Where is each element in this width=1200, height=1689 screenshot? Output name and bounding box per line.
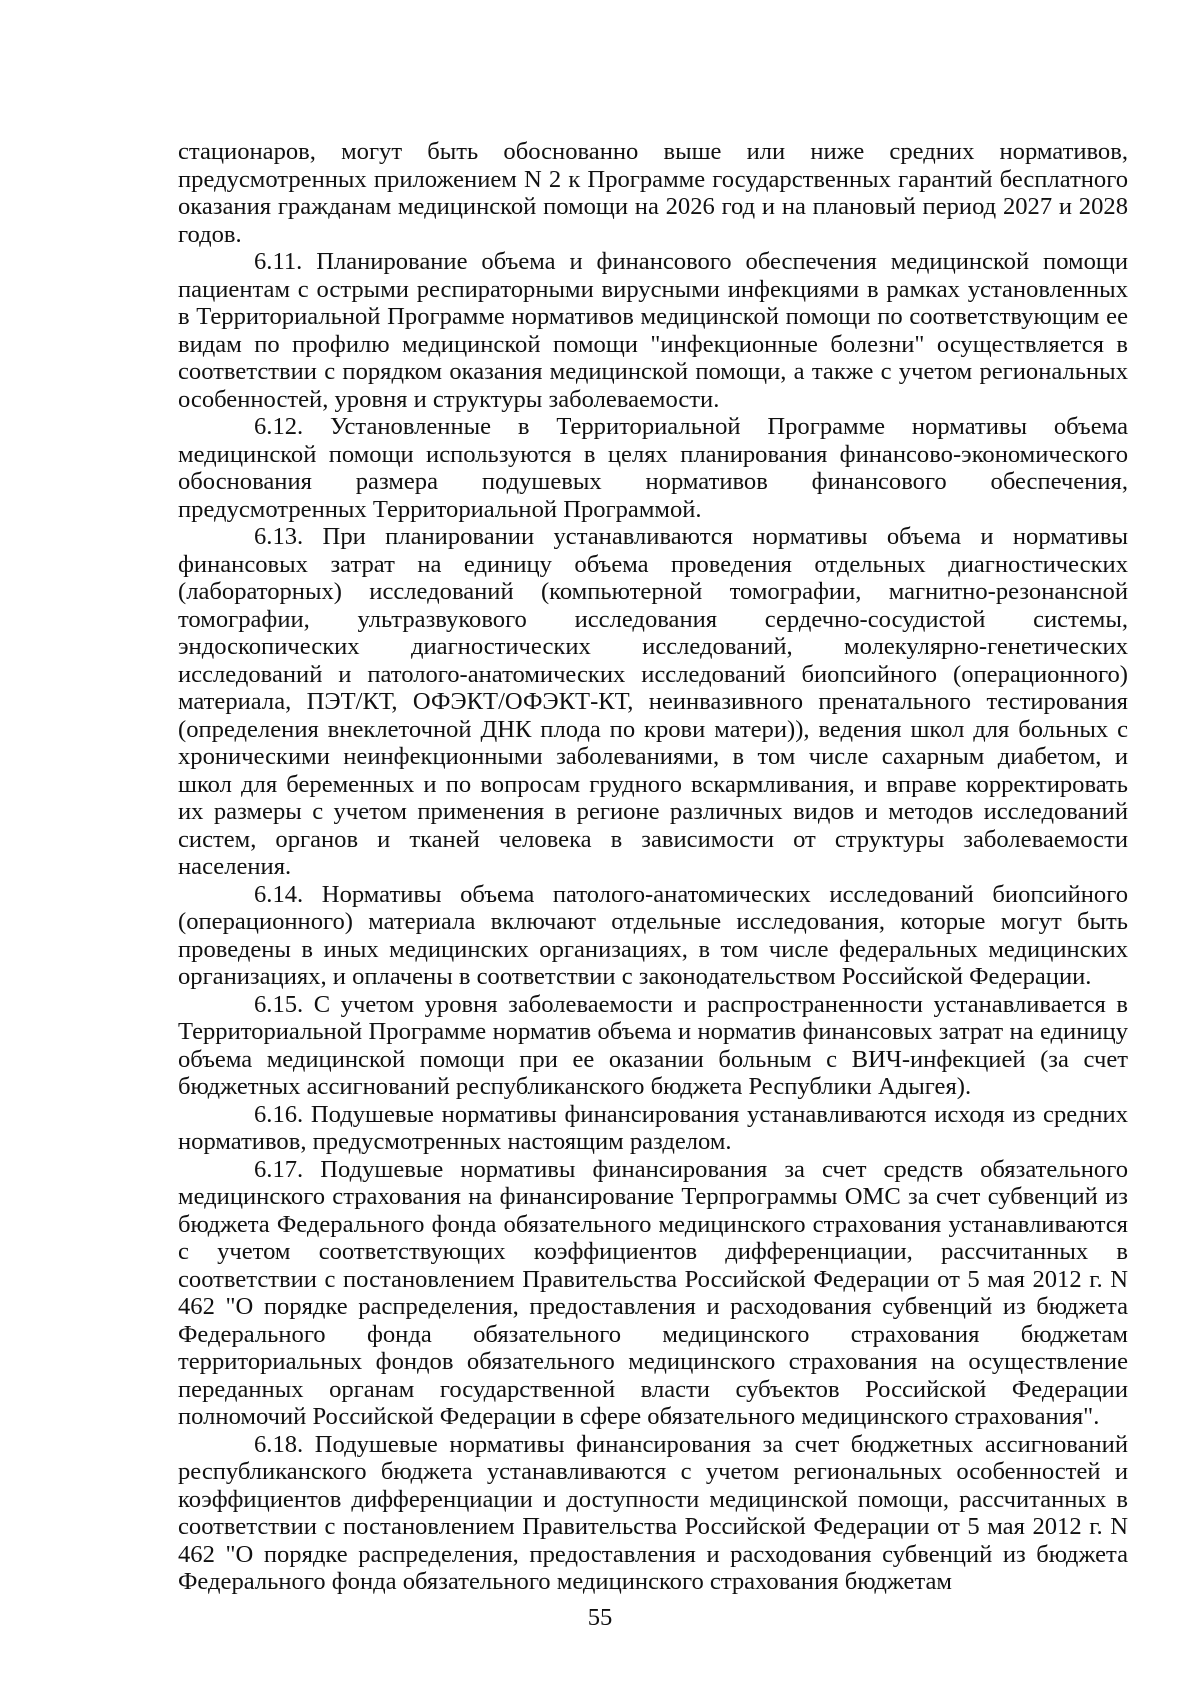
- paragraph-6-12: 6.12. Установленные в Территориальной Программе нормативы объема медицинской помощи используются в целях планирования финансово-экономического обоснования размера подушевых нормативов финансового обеспечения, предусмотренных Территориальной Программой.: [178, 413, 1128, 523]
- page-number: 55: [587, 1604, 613, 1631]
- paragraph-6-15: 6.15. С учетом уровня заболеваемости и распространенности устанавливается в Территориальной Программе норматив объема и норматив финансовых затрат на единицу объема медицинской помощи при ее оказании больным с ВИЧ-инфекцией (за счет бюджетных ассигнований республиканского бюджета Республики Адыгея).: [178, 990, 1128, 1100]
- paragraph-6-18: 6.18. Подушевые нормативы финансирования за счет бюджетных ассигнований республиканского бюджета устанавливаются с учетом региональных особенностей и коэффициентов дифференциации и доступности медицинской помощи, рассчитанных в соответствии с постановлением Правительства Российской Федерации от 5 мая 2012 г. N 462 "О порядке распределения, предоставления и расходования субвенций из бюджета Федерального фонда обязательного медицинского страхования бюджетам: [178, 1430, 1128, 1595]
- paragraph-continuation: стационаров, могут быть обоснованно выше или ниже средних нормативов, предусмотренных приложением N 2 к Программе государственных гарантий бесплатного оказания гражданам медицинской помощи на 2026 год и на плановый период 2027 и 2028 годов.: [178, 138, 1128, 248]
- paragraph-6-16: 6.16. Подушевые нормативы финансирования устанавливаются исходя из средних нормативов, предусмотренных настоящим разделом.: [178, 1100, 1128, 1155]
- document-body: [178, 138, 1128, 1596]
- paragraph-6-14: 6.14. Нормативы объема патолого-анатомических исследований биопсийного (операционного) материала включают отдельные исследования, которые могут быть проведены в иных медицинских организациях, в том числе федеральных медицинских организациях, и оплачены в соответствии с законодательством Российской Федерации.: [178, 880, 1128, 990]
- paragraph-6-13: 6.13. При планировании устанавливаются нормативы объема и нормативы финансовых затрат на единицу объема проведения отдельных диагностических (лабораторных) исследований (компьютерной томографии, магнитно-резонансной томографии, ультразвукового исследования сердечно-сосудистой системы, эндоскопических диагностических исследований, молекулярно-генетических исследований и патолого-анатомических исследований биопсийного (операционного) материала, ПЭТ/КТ, ОФЭКТ/ОФЭКТ-КТ, неинвазивного пренатального тестирования (определения внеклеточной ДНК плода по крови матери)), ведения школ для больных с хроническими неинфекционными заболеваниями, в том числе сахарным диабетом, и школ для беременных и по вопросам грудного вскармливания, и вправе корректировать их размеры с учетом применения в регионе различных видов и методов исследований систем, органов и тканей человека в зависимости от структуры заболеваемости населения.: [178, 523, 1128, 880]
- paragraph-6-17: 6.17. Подушевые нормативы финансирования за счет средств обязательного медицинского страхования на финансирование Терпрограммы ОМС за счет субвенций из бюджета Федерального фонда обязательного медицинского страхования устанавливаются с учетом соответствующих коэффициентов дифференциации, рассчитанных в соответствии с постановлением Правительства Российской Федерации от 5 мая 2012 г. N 462 "О порядке распределения, предоставления и расходования субвенций из бюджета Федерального фонда обязательного медицинского страхования бюджетам территориальных фондов обязательного медицинского страхования на осуществление переданных органам государственной власти субъектов Российской Федерации полномочий Российской Федерации в сфере обязательного медицинского страхования".: [178, 1155, 1128, 1430]
- paragraph-6-11: 6.11. Планирование объема и финансового обеспечения медицинской помощи пациентам с острыми респираторными вирусными инфекциями в рамках установленных в Территориальной Программе нормативов медицинской помощи по соответствующим ее видам по профилю медицинской помощи "инфекционные болезни" осуществляется в соответствии с порядком оказания медицинской помощи, а также с учетом региональных особенностей, уровня и структуры заболеваемости.: [178, 248, 1128, 413]
